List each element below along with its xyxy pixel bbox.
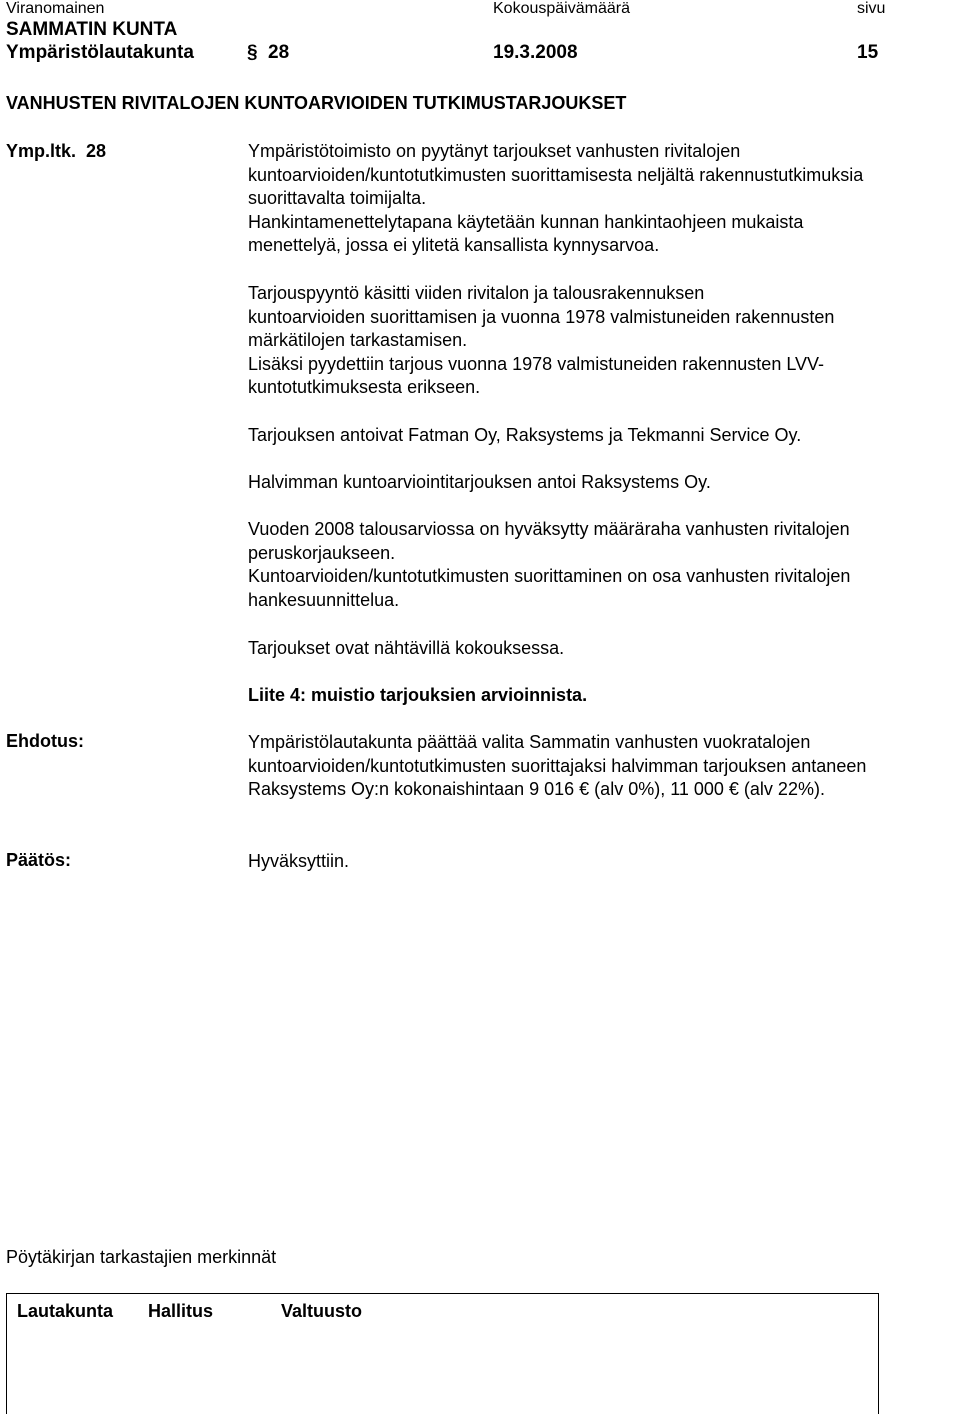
paragraph-line: kuntoarvioiden/kuntotutkimusten suorittamisesta neljältä rakennustutkimuksia bbox=[248, 164, 864, 185]
paragraph-line: Tarjouksen antoivat Fatman Oy, Raksystems ja Tekmanni Service Oy. bbox=[248, 425, 802, 445]
paragraph-line: Ympäristölautakunta päättää valita Sammatin vanhusten vuokratalojen bbox=[248, 732, 811, 752]
paragraph-line: kuntotutkimuksesta erikseen. bbox=[248, 377, 481, 397]
proposal-text bbox=[248, 731, 958, 802]
header-meeting-date-label: Kokouspäivämäärä bbox=[493, 0, 630, 17]
paragraph-availability bbox=[248, 637, 958, 661]
meeting-date: 19.3.2008 bbox=[493, 42, 578, 63]
paragraph-line: Kuntoarvioiden/kuntotutkimusten suorittaminen on osa vanhusten rivitalojen bbox=[248, 566, 851, 586]
paragraph-line: hankesuunnittelua. bbox=[248, 589, 400, 610]
paragraph-bidders bbox=[248, 424, 958, 448]
paragraph-line: suorittavalta toimijalta. bbox=[248, 188, 427, 208]
paragraph-line: kuntoarvioiden/kuntotutkimusten suorittajaksi halvimman tarjouksen antaneen bbox=[248, 755, 867, 776]
paragraph-line: Hyväksyttiin. bbox=[248, 851, 350, 871]
paragraph-line: peruskorjaukseen. bbox=[248, 542, 396, 563]
header-authority-label: Viranomainen bbox=[6, 0, 105, 17]
section-sign: § bbox=[247, 42, 258, 63]
paragraph-line: Liite 4: muistio tarjouksien arvioinnista. bbox=[248, 685, 588, 705]
paragraph-line: Ympäristötoimisto on pyytänyt tarjoukset vanhusten rivitalojen bbox=[248, 141, 741, 161]
paragraph-line: Lisäksi pyydettiin tarjous vuonna 1978 valmistuneiden rakennusten LVV- bbox=[248, 353, 825, 374]
authority-name: Ympäristölautakunta bbox=[6, 42, 194, 63]
paragraph-line: märkätilojen tarkastamisen. bbox=[248, 330, 468, 350]
paragraph-scope bbox=[248, 282, 958, 400]
section-number: 28 bbox=[268, 42, 290, 63]
paragraph-line: Tarjoukset ovat nähtävillä kokouksessa. bbox=[248, 638, 565, 658]
signature-table bbox=[6, 1293, 879, 1414]
decision-label: Päätös: bbox=[6, 850, 72, 870]
review-markings-label: Pöytäkirjan tarkastajien merkinnät bbox=[6, 1247, 277, 1267]
paragraph-line: menettelyä, jossa ei ylitetä kansallista kynnysarvoa. bbox=[248, 235, 660, 255]
paragraph-line: Vuoden 2008 talousarviossa on hyväksytty määräraha vanhusten rivitalojen bbox=[248, 519, 850, 539]
paragraph-line: Hankintamenettelytapana käytetään kunnan hankintaohjeen mukaista bbox=[248, 211, 804, 232]
paragraph-line: kuntoarvioiden suorittamisen ja vuonna 1978 valmistuneiden rakennusten bbox=[248, 306, 835, 327]
signature-column-council: Valtuusto bbox=[281, 1301, 363, 1321]
paragraph-line: Tarjouspyyntö käsitti viiden rivitalon ja talousrakennuksen bbox=[248, 283, 705, 303]
municipality-name: SAMMATIN KUNTA bbox=[6, 19, 178, 40]
proposal-label: Ehdotus: bbox=[6, 731, 84, 751]
section-reference: Ymp.ltk. 28 bbox=[6, 141, 107, 161]
signature-column-board: Lautakunta bbox=[17, 1301, 114, 1321]
paragraph-budget bbox=[248, 518, 958, 612]
page-number: 15 bbox=[857, 42, 879, 63]
decision-text bbox=[248, 850, 958, 874]
attachment-reference bbox=[248, 684, 958, 708]
paragraph-cheapest bbox=[248, 471, 958, 495]
header-page-label: sivu bbox=[857, 0, 886, 17]
paragraph-line: Halvimman kuntoarviointitarjouksen antoi Raksystems Oy. bbox=[248, 472, 711, 492]
paragraph-request bbox=[248, 140, 958, 258]
signature-column-government: Hallitus bbox=[148, 1301, 214, 1321]
paragraph-line: Raksystems Oy:n kokonaishintaan 9 016 € (alv 0%), 11 000 € (alv 22%). bbox=[248, 779, 825, 799]
document-title: VANHUSTEN RIVITALOJEN KUNTOARVIOIDEN TUTKIMUSTARJOUKSET bbox=[6, 93, 627, 113]
